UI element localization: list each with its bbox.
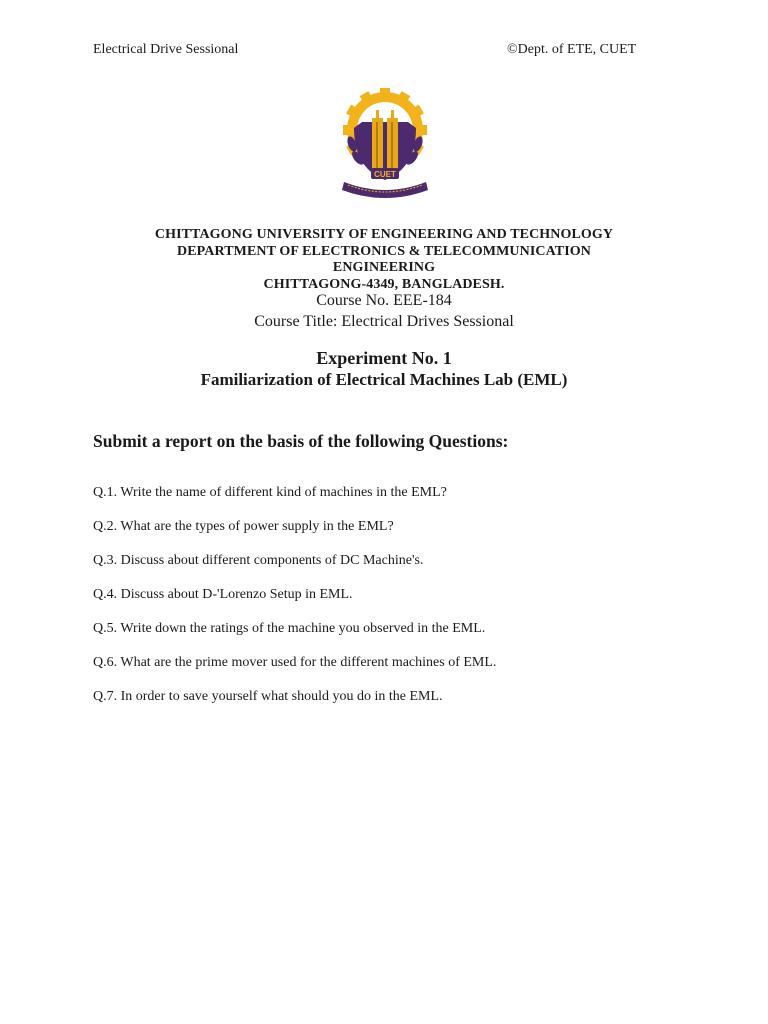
course-number: Course No. EEE-184: [316, 292, 452, 309]
experiment-number: Experiment No. 1: [316, 348, 452, 368]
question-item: Q.7. In order to save yourself what should you do in the EML.: [93, 689, 443, 704]
experiment-title: Familiarization of Electrical Machines Lab (EML): [200, 370, 568, 389]
submit-heading: Submit a report on the basis of the following Questions:: [93, 431, 509, 451]
ribbon-icon: [342, 182, 428, 198]
header-course-name: Electrical Drive Sessional: [93, 42, 239, 57]
question-item: Q.4. Discuss about D-'Lorenzo Setup in EML.: [93, 587, 353, 602]
question-list: [93, 484, 496, 722]
department-name: DEPARTMENT OF ELECTRONICS & TELECOMMUNICATION: [177, 243, 591, 259]
cuet-logo: [336, 88, 434, 198]
question-item: Q.5. Write down the ratings of the machine you observed in the EML.: [93, 621, 486, 636]
question-item: Q.3. Discuss about different components of DC Machine's.: [93, 553, 424, 568]
experiment-heading: [0, 348, 768, 390]
department-name-cont: ENGINEERING: [332, 260, 436, 275]
university-address: CHITTAGONG-4349, BANGLADESH.: [263, 276, 505, 292]
question-item: Q.1. Write the name of different kind of machines in the EML?: [93, 485, 447, 500]
course-title: Course Title: Electrical Drives Sessional: [254, 313, 514, 330]
header-department: ©Dept. of ETE, CUET: [507, 42, 637, 57]
question-item: Q.6. What are the prime mover used for the different machines of EML.: [93, 655, 497, 670]
university-name: CHITTAGONG UNIVERSITY OF ENGINEERING AND TECHNOLOGY: [154, 227, 614, 242]
course-info: [0, 291, 768, 332]
logo-label: CUET: [374, 170, 396, 179]
university-heading: [0, 227, 768, 293]
question-item: Q.2. What are the types of power supply in the EML?: [93, 519, 394, 534]
